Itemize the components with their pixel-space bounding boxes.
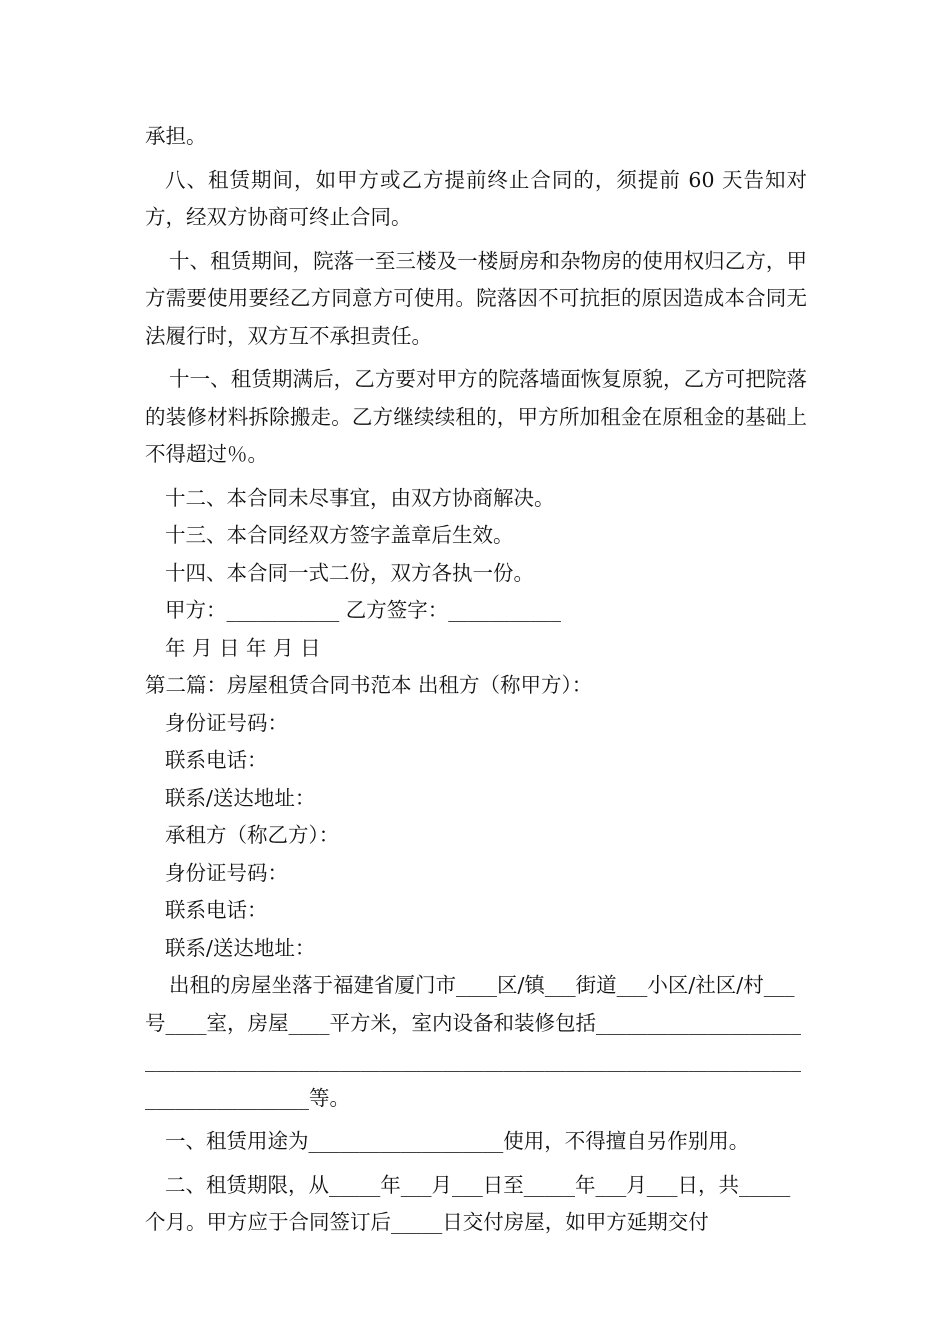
signature-line: 甲方：___________ 乙方签字：___________	[165, 598, 562, 622]
clause-12: 十二、本合同未尽事宜，由双方协商解决。	[165, 485, 555, 510]
paragraph-continuation: 承担。	[145, 124, 207, 148]
lessee-address: 联系/送达地址：	[165, 935, 316, 960]
lessor-phone: 联系电话：	[165, 748, 268, 772]
clause-14: 十四、本合同一式二份，双方各执一份。	[165, 560, 534, 585]
property-location: 出租的房屋坐落于福建省厦门市____区/镇___街道___小区/社区/村___号____室，房屋____平方米，室内设备和装修包括____________________________________________________________________________________________________等。	[145, 973, 801, 1110]
clause-13: 十三、本合同经双方签字盖章后生效。	[165, 523, 514, 547]
lessee-heading: 承租方（称乙方）：	[165, 823, 340, 847]
clause-2-term: 二、租赁期限，从_____年___月___日至_____年___月___日，共_____个月。甲方应于合同签订后_____日交付房屋，如甲方延期交付	[145, 1172, 791, 1234]
lessee-phone: 联系电话：	[165, 898, 268, 922]
clause-1-usage: 一、租赁用途为___________________使用，不得擅自另作别用。	[165, 1129, 750, 1153]
clause-8: 八、租赁期间，如甲方或乙方提前终止合同的，须提前 60 天告知对方，经双方协商可终止合同。	[145, 167, 807, 229]
lessor-id-number: 身份证号码：	[165, 710, 288, 735]
clause-11: 十一、租赁期满后，乙方要对甲方的院落墙面恢复原貌，乙方可把院落的装修材料拆除搬走。乙方继续续租的，甲方所加租金在原租金的基础上不得超过％。	[145, 367, 807, 466]
lessee-id-number: 身份证号码：	[165, 860, 288, 885]
date-line: 年 月 日 年 月 日	[165, 635, 321, 660]
lessor-address: 联系/送达地址：	[165, 785, 316, 810]
clause-10: 十、租赁期间，院落一至三楼及一楼厨房和杂物房的使用权归乙方，甲方需要使用要经乙方同意方可使用。院落因不可抗拒的原因造成本合同无法履行时，双方互不承担责任。	[145, 248, 807, 348]
section-title: 第二篇：房屋租赁合同书范本 出租方（称甲方）：	[145, 673, 593, 697]
document-body	[145, 118, 807, 1242]
